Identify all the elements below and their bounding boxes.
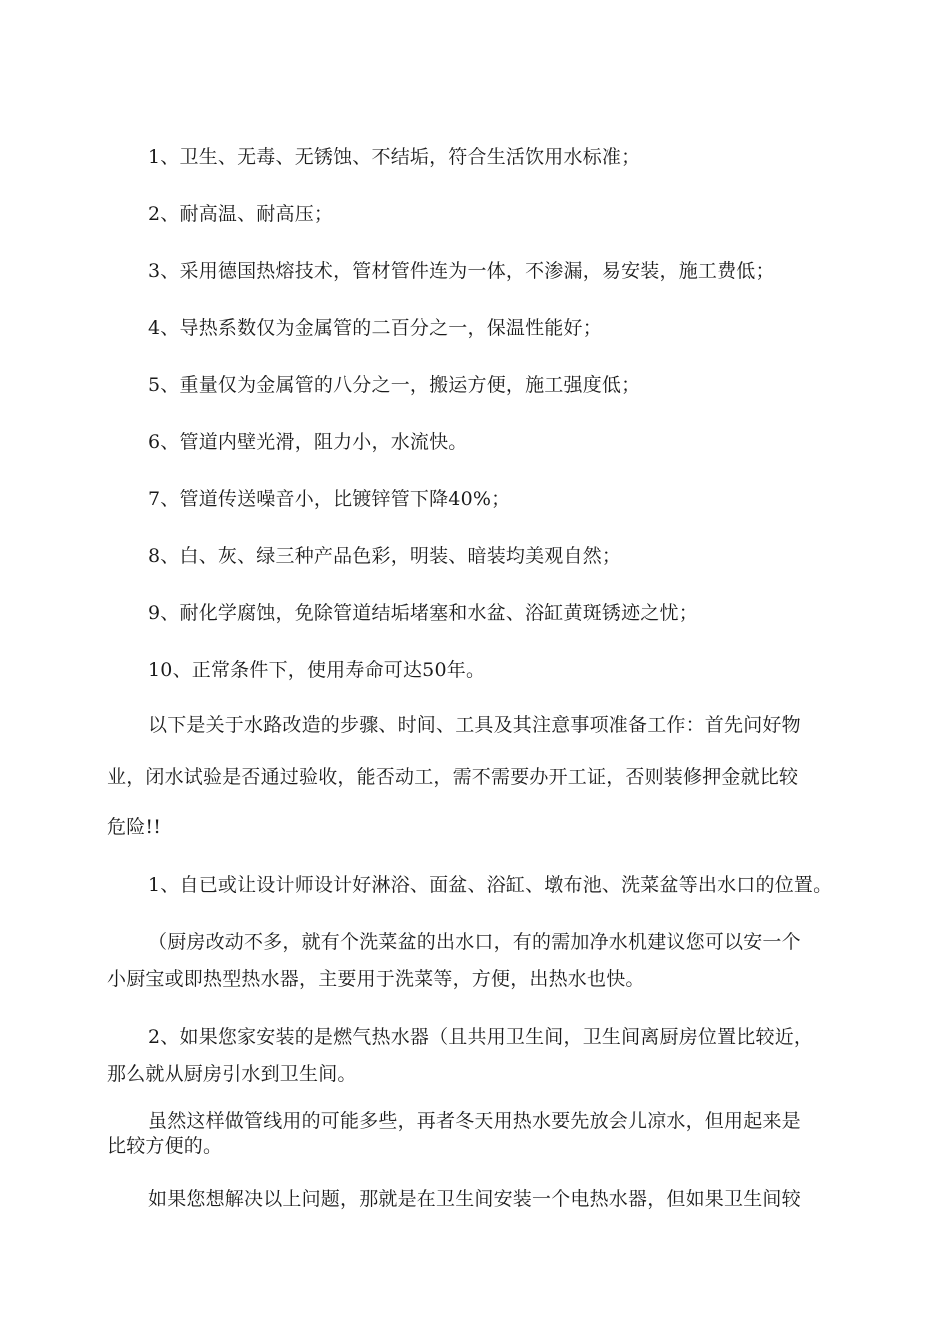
note-a-line-1: 虽然这样做管线用的可能多些，再者冬天用热水要先放会儿凉水，但用起来是	[148, 1110, 801, 1132]
step-2-line-1: 2、如果您家安装的是燃气热水器（且共用卫生间，卫生间离厨房位置比较近，	[148, 1026, 814, 1048]
feature-item-7: 7、管道传送噪音小，比镀锌管下降40%；	[148, 488, 511, 510]
intro-line-3: 危险!!	[107, 816, 162, 838]
feature-item-10: 10、正常条件下，使用寿命可达50年。	[148, 659, 486, 681]
kitchen-note-line-2: 小厨宝或即热型热水器，主要用于洗菜等，方便，出热水也快。	[107, 968, 645, 990]
intro-line-1: 以下是关于水路改造的步骤、时间、工具及其注意事项准备工作：首先问好物	[148, 714, 801, 736]
feature-item-6: 6、管道内壁光滑，阻力小，水流快。	[148, 431, 468, 453]
intro-line-2: 业，闭水试验是否通过验收，能否动工，需不需要办开工证，否则装修押金就比较	[107, 766, 799, 788]
feature-item-8: 8、白、灰、绿三种产品色彩，明装、暗装均美观自然；	[148, 545, 622, 567]
feature-item-3: 3、采用德国热熔技术，管材管件连为一体，不渗漏，易安装，施工费低；	[148, 260, 775, 282]
step-2-line-2: 那么就从厨房引水到卫生间。	[107, 1063, 357, 1085]
feature-item-9: 9、耐化学腐蚀，免除管道结垢堵塞和水盆、浴缸黄斑锈迹之忧；	[148, 602, 698, 624]
note-b-line-1: 如果您想解决以上问题，那就是在卫生间安装一个电热水器，但如果卫生间较	[148, 1188, 801, 1210]
feature-item-2: 2、耐高温、耐高压；	[148, 203, 334, 225]
feature-item-5: 5、重量仅为金属管的八分之一，搬运方便，施工强度低；	[148, 374, 641, 396]
feature-item-1: 1、卫生、无毒、无锈蚀、不结垢，符合生活饮用水标准；	[148, 146, 641, 168]
feature-item-4: 4、导热系数仅为金属管的二百分之一，保温性能好；	[148, 317, 602, 339]
note-a-line-2: 比较方便的。	[107, 1135, 223, 1157]
kitchen-note-line-1: （厨房改动不多，就有个洗菜盆的出水口，有的需加净水机建议您可以安一个	[148, 931, 801, 953]
step-1: 1、自已或让设计师设计好淋浴、面盆、浴缸、墩布池、洗菜盆等出水口的位置。	[148, 874, 833, 896]
